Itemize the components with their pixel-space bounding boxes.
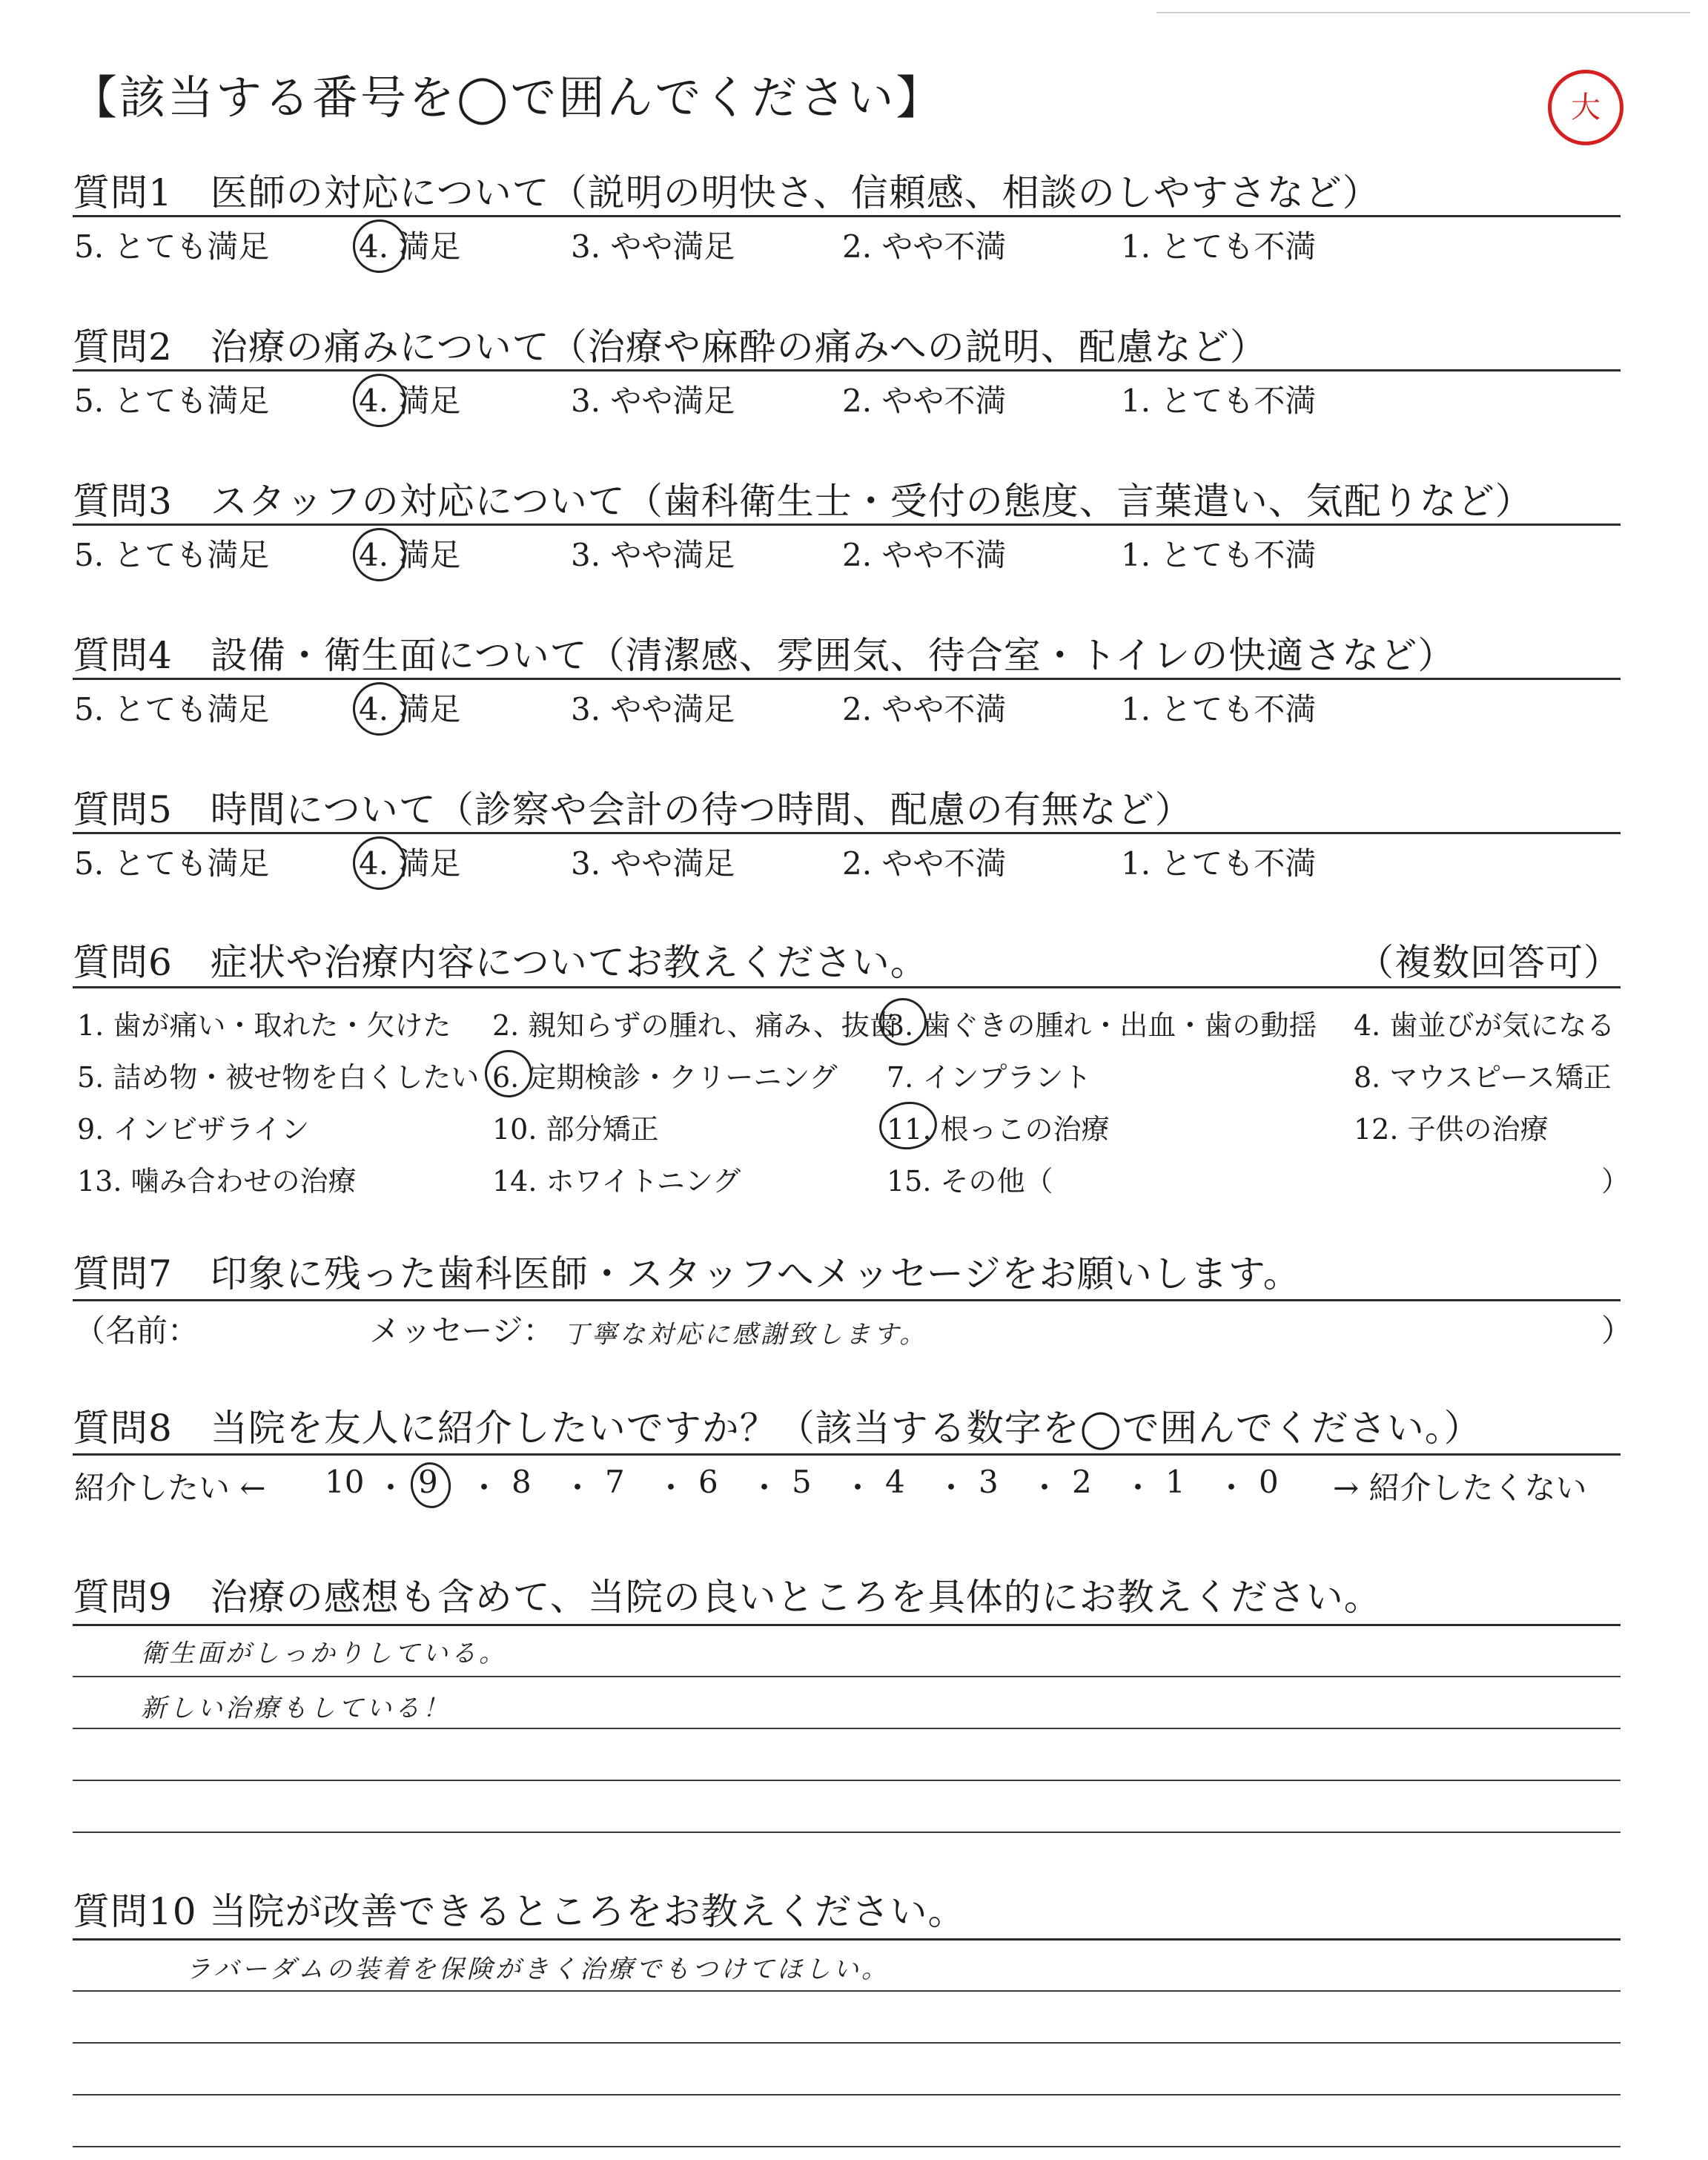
q1-option-2[interactable]: 2. やや不満 <box>842 228 1007 265</box>
q8-separator-dot: ・ <box>562 1470 594 1506</box>
page-title: 【該当する番号を◯で囲んでください】 <box>71 70 944 125</box>
q6-option-4[interactable]: 4. 歯並びが気になる <box>1354 1009 1615 1042</box>
q8-separator-dot: ・ <box>469 1470 500 1506</box>
q8-separator-dot: ・ <box>749 1470 781 1506</box>
q9-line-5 <box>73 1832 1621 1833</box>
scan-edge-line <box>1156 12 1690 13</box>
q8-score-5[interactable]: 5 <box>792 1464 812 1500</box>
q1-option-3[interactable]: 3. やや満足 <box>571 228 735 265</box>
q5-title: 質問5 時間について（診察や会計の待つ時間、配慮の有無など） <box>73 788 1193 831</box>
q10-rule <box>73 1938 1621 1941</box>
q10-title: 質問10 当院が改善できるところをお教えください。 <box>73 1890 966 1933</box>
q3-option-3[interactable]: 3. やや満足 <box>571 537 735 573</box>
q9-line-2 <box>73 1676 1621 1677</box>
q8-selection-circle <box>408 1460 454 1511</box>
q10-line-4 <box>73 2094 1621 2095</box>
q6-option-16[interactable]: ） <box>1601 1165 1630 1198</box>
q9-title: 質問9 治療の感想も含めて、当院の良いところを具体的にお教えください。 <box>73 1576 1382 1619</box>
q5-rule <box>73 832 1621 834</box>
q8-score-8[interactable]: 8 <box>512 1464 532 1500</box>
q6-option-13[interactable]: 13. 噛み合わせの治療 <box>77 1165 357 1198</box>
q9-answer-1[interactable]: 衛生面がしっかりしている。 <box>141 1639 507 1668</box>
q6-option-10[interactable]: 10. 部分矯正 <box>492 1113 659 1146</box>
q8-score-6[interactable]: 6 <box>698 1464 718 1500</box>
q5-option-4[interactable]: 4. 満足 <box>359 845 461 882</box>
q6-note: （複数回答可） <box>1357 941 1621 984</box>
q7-rule <box>73 1299 1621 1301</box>
q6-option-2[interactable]: 2. 親知らずの腫れ、痛み、抜歯 <box>492 1009 898 1042</box>
q9-line-3 <box>73 1728 1621 1729</box>
q2-option-1[interactable]: 1. とても不満 <box>1121 383 1317 419</box>
q4-option-5[interactable]: 5. とても満足 <box>74 691 270 727</box>
q4-title: 質問4 設備・衛生面について（清潔感、雰囲気、待合室・トイレの快適さなど） <box>73 634 1456 677</box>
q8-separator-dot: ・ <box>1029 1470 1061 1506</box>
q1-option-1[interactable]: 1. とても不満 <box>1121 228 1317 265</box>
q8-title: 質問8 当院を友人に紹介したいですか？（該当する数字を◯で囲んでください。） <box>73 1407 1482 1450</box>
stamp-seal <box>1548 70 1623 145</box>
q10-answer-1[interactable]: ラバーダムの装着を保険がきく治療でもつけてほしい。 <box>185 1955 890 1984</box>
q2-rule <box>73 369 1621 371</box>
q6-option-1[interactable]: 1. 歯が痛い・取れた・欠けた <box>77 1009 451 1042</box>
q9-rule <box>73 1624 1621 1626</box>
q6-option-7[interactable]: 7. インプラント <box>887 1061 1092 1094</box>
q1-title: 質問1 医師の対応について（説明の明快さ、信頼感、相談のしやすさなど） <box>73 171 1380 214</box>
q3-option-2[interactable]: 2. やや不満 <box>842 537 1007 573</box>
q2-option-2[interactable]: 2. やや不満 <box>842 383 1007 419</box>
q3-option-1[interactable]: 1. とても不満 <box>1121 537 1317 573</box>
q6-title: 質問6 症状や治療内容についてお教えください。 <box>73 941 928 984</box>
q8-separator-dot: ・ <box>842 1470 874 1506</box>
q4-option-4[interactable]: 4. 満足 <box>359 691 461 727</box>
q6-option-14[interactable]: 14. ホワイトニング <box>492 1165 741 1198</box>
q10-line-5 <box>73 2146 1621 2147</box>
q8-score-10[interactable]: 10 <box>325 1464 365 1500</box>
q5-option-1[interactable]: 1. とても不満 <box>1121 845 1317 882</box>
q8-score-7[interactable]: 7 <box>605 1464 625 1500</box>
q8-separator-dot: ・ <box>1122 1470 1154 1506</box>
q1-option-5[interactable]: 5. とても満足 <box>74 228 270 265</box>
q9-line-4 <box>73 1780 1621 1781</box>
q6-option-15[interactable]: 15. その他（ <box>887 1165 1053 1198</box>
q8-right-label: → 紹介したくない <box>1333 1470 1587 1506</box>
q8-score-3[interactable]: 3 <box>979 1464 999 1500</box>
q8-separator-dot: ・ <box>375 1470 407 1506</box>
q4-rule <box>73 678 1621 680</box>
q4-option-2[interactable]: 2. やや不満 <box>842 691 1007 727</box>
q2-option-5[interactable]: 5. とても満足 <box>74 383 270 419</box>
q6-rule <box>73 986 1621 988</box>
q2-option-4[interactable]: 4. 満足 <box>359 383 461 419</box>
q7-message[interactable]: 丁寧な対応に感謝致します。 <box>563 1320 928 1350</box>
q5-option-5[interactable]: 5. とても満足 <box>74 845 270 882</box>
q8-separator-dot: ・ <box>936 1470 967 1506</box>
q8-separator-dot: ・ <box>1216 1470 1248 1506</box>
q4-option-1[interactable]: 1. とても不満 <box>1121 691 1317 727</box>
q8-score-1[interactable]: 1 <box>1165 1464 1185 1500</box>
q9-answer-2[interactable]: 新しい治療もしている！ <box>141 1694 451 1723</box>
q5-option-2[interactable]: 2. やや不満 <box>842 845 1007 882</box>
q6-option-5[interactable]: 5. 詰め物・被せ物を白くしたい <box>77 1061 480 1094</box>
q1-rule <box>73 215 1621 217</box>
q8-score-4[interactable]: 4 <box>885 1464 905 1500</box>
q6-option-3[interactable]: 3. 歯ぐきの腫れ・出血・歯の動揺 <box>887 1009 1317 1042</box>
q3-option-4[interactable]: 4. 満足 <box>359 537 461 573</box>
q10-line-2 <box>73 1990 1621 1992</box>
q2-option-3[interactable]: 3. やや満足 <box>571 383 735 419</box>
q7-name-label: （名前： <box>74 1312 199 1349</box>
q10-line-3 <box>73 2042 1621 2044</box>
q6-option-11[interactable]: 11. 根っこの治療 <box>887 1113 1110 1146</box>
q8-score-0[interactable]: 0 <box>1259 1464 1279 1500</box>
q6-option-12[interactable]: 12. 子供の治療 <box>1354 1113 1549 1146</box>
q7-message-label: メッセージ： <box>369 1312 555 1349</box>
q8-left-label: 紹介したい ← <box>74 1470 266 1506</box>
q5-option-3[interactable]: 3. やや満足 <box>571 845 735 882</box>
q8-rule <box>73 1453 1621 1456</box>
q4-option-3[interactable]: 3. やや満足 <box>571 691 735 727</box>
q7-close: ） <box>1601 1312 1633 1349</box>
q3-option-5[interactable]: 5. とても満足 <box>74 537 270 573</box>
q7-title: 質問7 印象に残った歯科医師・スタッフへメッセージをお願いします。 <box>73 1252 1301 1295</box>
q8-score-2[interactable]: 2 <box>1072 1464 1092 1500</box>
q6-option-8[interactable]: 8. マウスピース矯正 <box>1354 1061 1612 1094</box>
q3-title: 質問3 スタッフの対応について（歯科衛生士・受付の態度、言葉遣い、気配りなど） <box>73 480 1533 523</box>
q6-option-9[interactable]: 9. インビザライン <box>77 1113 310 1146</box>
q8-separator-dot: ・ <box>655 1470 687 1506</box>
q8-score-9[interactable]: 9 <box>418 1464 438 1500</box>
stamp-text: 大 <box>1571 90 1601 125</box>
q1-option-4[interactable]: 4. 満足 <box>359 228 461 265</box>
q3-rule <box>73 524 1621 526</box>
q6-option-6[interactable]: 6. 定期検診・クリーニング <box>492 1061 838 1094</box>
q2-title: 質問2 治療の痛みについて（治療や麻酔の痛みへの説明、配慮など） <box>73 326 1268 369</box>
